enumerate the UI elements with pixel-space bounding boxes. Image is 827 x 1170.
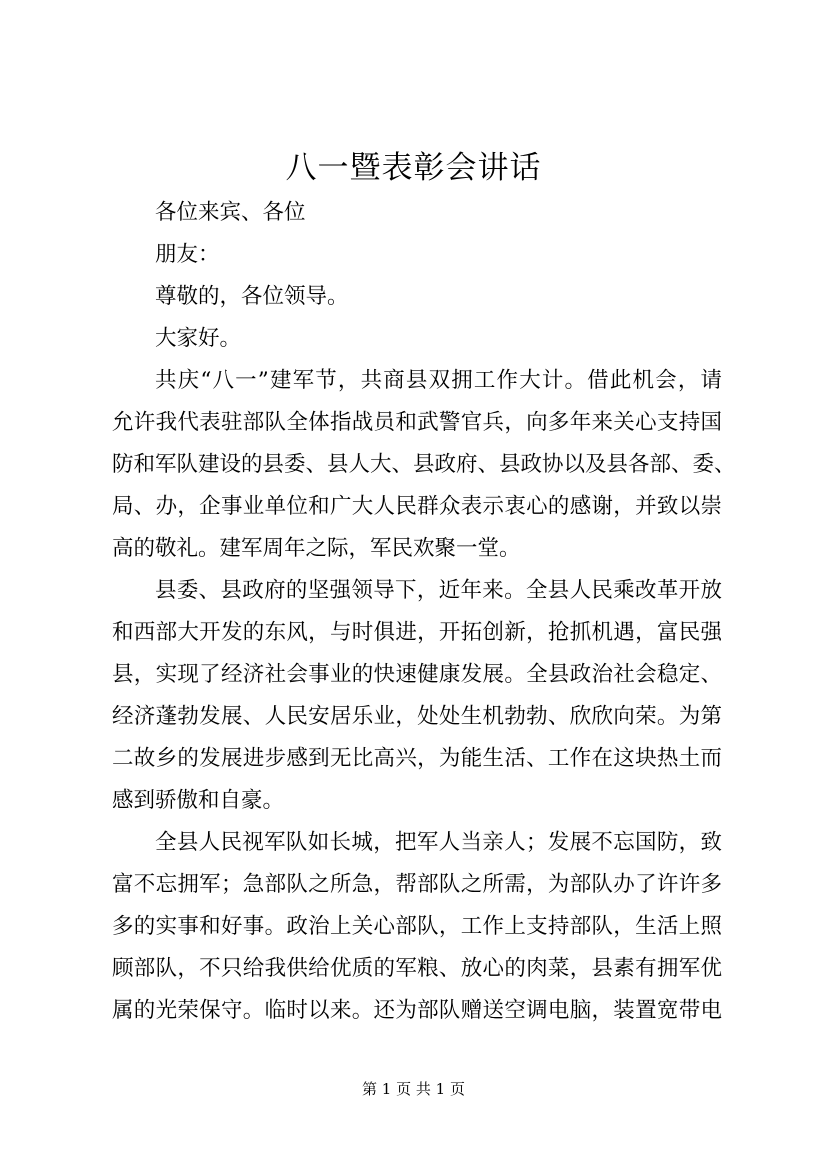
text-line: 全县人民视军队如长城，把军人当亲人；发展不忘国防，致 [155,830,722,855]
text-line: 感到骄傲和自豪。 [112,788,285,813]
text-line: 属的光荣保守。临时以来。还为部队赠送空调电脑，装置宽带电 [112,998,722,1023]
document-title: 八一暨表彰会讲话 [285,150,542,186]
text-line: 经济蓬勃发展、人民安居乐业，处处生机勃勃、欣欣向荣。为第 [112,704,722,729]
text-line: 尊敬的，各位领导。 [155,284,349,309]
text-line: 允许我代表驻部队全体指战员和武警官兵，向多年来关心支持国 [112,410,722,435]
text-line: 大家好。 [155,326,242,351]
text-line: 局、办，企事业单位和广大人民群众表示衷心的感谢，并致以崇 [112,494,722,519]
text-line: 高的敬礼。建军周年之际，军民欢聚一堂。 [112,536,521,561]
text-line: 各位来宾、各位 [155,200,306,225]
text-line: 二故乡的发展进步感到无比高兴，为能生活、工作在这块热土而 [112,746,722,771]
text-line: 防和军队建设的县委、县人大、县政府、县政协以及县各部、委、 [112,452,736,477]
text-line: 县，实现了经济社会事业的快速健康发展。全县政治社会稳定、 [112,662,722,687]
page-footer: 第 1 页 共 1 页 [362,1080,465,1098]
text-line: 朋友： [155,242,220,267]
text-line: 县委、县政府的坚强领导下，近年来。全县人民乘改革开放 [155,578,722,603]
text-line: 多的实事和好事。政治上关心部队，工作上支持部队，生活上照 [112,914,722,939]
text-line: 共庆“八一”建军节，共商县双拥工作大计。借此机会，请 [155,368,722,393]
text-line: 和西部大开发的东风，与时俱进，开拓创新，抢抓机遇，富民强 [112,620,722,645]
text-line: 富不忘拥军；急部队之所急，帮部队之所需，为部队办了许许多 [112,872,722,897]
text-line: 顾部队，不只给我供给优质的军粮、放心的肉菜，县素有拥军优 [112,956,722,981]
